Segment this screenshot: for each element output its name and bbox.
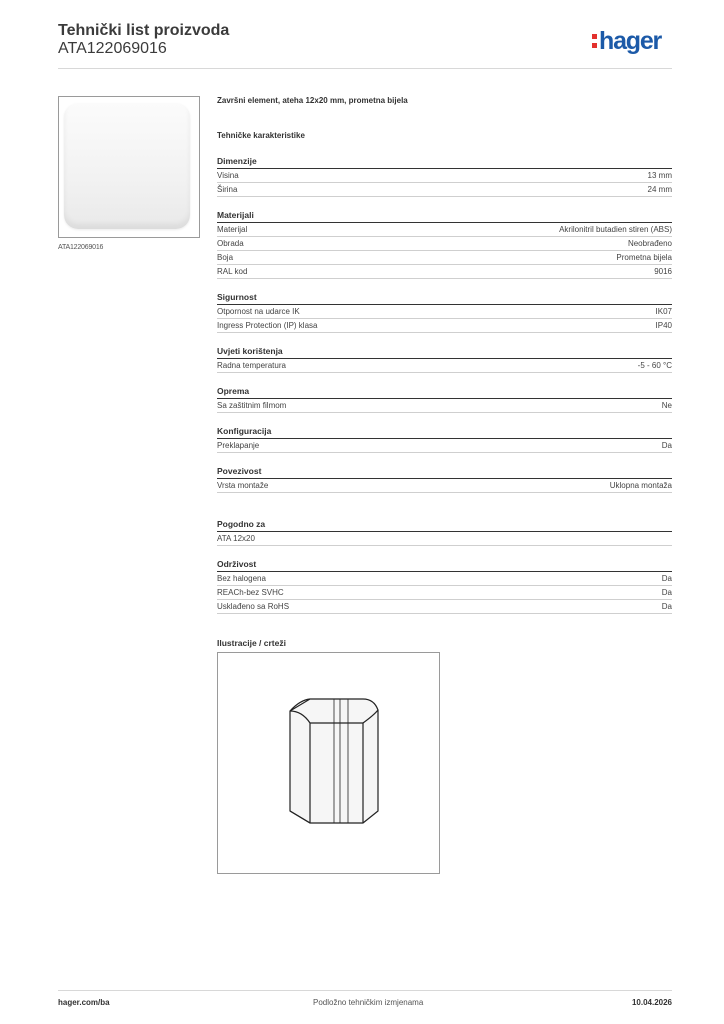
spec-label: Radna temperatura bbox=[217, 361, 286, 370]
spec-section bbox=[217, 346, 672, 373]
spec-label: Otpornost na udarce IK bbox=[217, 307, 300, 316]
footer-date: 10.04.2026 bbox=[631, 998, 672, 1007]
spec-row bbox=[217, 479, 672, 493]
spec-row bbox=[217, 359, 672, 373]
product-photo bbox=[58, 96, 200, 238]
page-title: Tehnički list proizvoda bbox=[58, 22, 230, 39]
technical-drawing bbox=[217, 652, 440, 874]
spec-label: Usklađeno sa RoHS bbox=[217, 602, 290, 611]
spec-section bbox=[217, 156, 672, 197]
spec-row bbox=[217, 305, 672, 319]
spec-row bbox=[217, 237, 672, 251]
end-cap-image bbox=[64, 103, 190, 229]
spec-row bbox=[217, 265, 672, 279]
spec-value: Da bbox=[661, 602, 672, 611]
spec-section bbox=[217, 292, 672, 333]
spec-row bbox=[217, 319, 672, 333]
hager-logo[interactable] bbox=[592, 26, 661, 56]
spec-row bbox=[217, 183, 672, 197]
tech-characteristics-heading: Tehničke karakteristike bbox=[217, 131, 305, 140]
product-photo-caption: ATA122069016 bbox=[58, 244, 104, 251]
section-title: Uvjeti korištenja bbox=[217, 346, 672, 359]
spec-value: Akrilonitril butadien stiren (ABS) bbox=[559, 225, 672, 234]
spec-row bbox=[217, 223, 672, 237]
section-title: Materijali bbox=[217, 210, 672, 223]
spec-label: Ingress Protection (IP) klasa bbox=[217, 321, 318, 330]
spec-value: Da bbox=[661, 441, 672, 450]
section-title: Konfiguracija bbox=[217, 426, 672, 439]
spec-label: Sa zaštitnim filmom bbox=[217, 401, 287, 410]
illustrations-heading: Ilustracije / crteži bbox=[217, 638, 286, 648]
spec-row bbox=[217, 439, 672, 453]
spec-value: Da bbox=[661, 588, 672, 597]
spec-value: -5 - 60 °C bbox=[637, 361, 672, 370]
product-description: Završni element, ateha 12x20 mm, prometna bijela bbox=[217, 96, 408, 105]
spec-value: Ne bbox=[661, 401, 672, 410]
spec-value: Uklopna montaža bbox=[609, 481, 672, 490]
spec-value: Prometna bijela bbox=[616, 253, 672, 262]
section-title: Pogodno za bbox=[217, 519, 672, 532]
spec-content bbox=[217, 96, 672, 650]
spec-value: Da bbox=[661, 574, 672, 583]
spec-value: 24 mm bbox=[647, 185, 672, 194]
spec-section bbox=[217, 386, 672, 413]
article-number: ATA122069016 bbox=[58, 40, 167, 57]
spec-value: Neobrađeno bbox=[627, 239, 672, 248]
spec-section bbox=[217, 519, 672, 546]
spec-value: 9016 bbox=[654, 267, 672, 276]
footer-divider bbox=[58, 990, 672, 991]
section-title: Sigurnost bbox=[217, 292, 672, 305]
footer-note: Podložno tehničkim izmjenama bbox=[313, 998, 424, 1007]
section-title: Povezivost bbox=[217, 466, 672, 479]
logo-mark-icon bbox=[592, 32, 597, 50]
spec-section bbox=[217, 466, 672, 493]
spec-label: Bez halogena bbox=[217, 574, 266, 583]
spec-label: REACh-bez SVHC bbox=[217, 588, 284, 597]
spec-section bbox=[217, 210, 672, 279]
spec-section bbox=[217, 559, 672, 614]
logo-text: hager bbox=[599, 27, 662, 55]
footer-website-link[interactable]: hager.com/ba bbox=[58, 998, 110, 1007]
spec-label: Preklapanje bbox=[217, 441, 260, 450]
spec-label: Materijal bbox=[217, 225, 248, 234]
spec-sections bbox=[217, 156, 672, 614]
spec-value: 13 mm bbox=[647, 171, 672, 180]
header-divider bbox=[58, 68, 672, 69]
spec-value: IP40 bbox=[655, 321, 672, 330]
spec-row bbox=[217, 586, 672, 600]
spec-row bbox=[217, 572, 672, 586]
section-title: Dimenzije bbox=[217, 156, 672, 169]
spec-section bbox=[217, 426, 672, 453]
spec-row bbox=[217, 169, 672, 183]
spec-label: ATA 12x20 bbox=[217, 534, 255, 543]
spec-label: RAL kod bbox=[217, 267, 248, 276]
spec-label: Visina bbox=[217, 171, 239, 180]
spec-label: Boja bbox=[217, 253, 234, 262]
section-title: Oprema bbox=[217, 386, 672, 399]
spec-value: IK07 bbox=[655, 307, 672, 316]
spec-row bbox=[217, 399, 672, 413]
spec-row bbox=[217, 251, 672, 265]
spec-row bbox=[217, 600, 672, 614]
spec-label: Obrada bbox=[217, 239, 244, 248]
spec-label: Širina bbox=[217, 185, 238, 194]
section-title: Održivost bbox=[217, 559, 672, 572]
spec-label: Vrsta montaže bbox=[217, 481, 269, 490]
end-cap-drawing-icon bbox=[218, 653, 439, 873]
spec-row bbox=[217, 532, 672, 546]
